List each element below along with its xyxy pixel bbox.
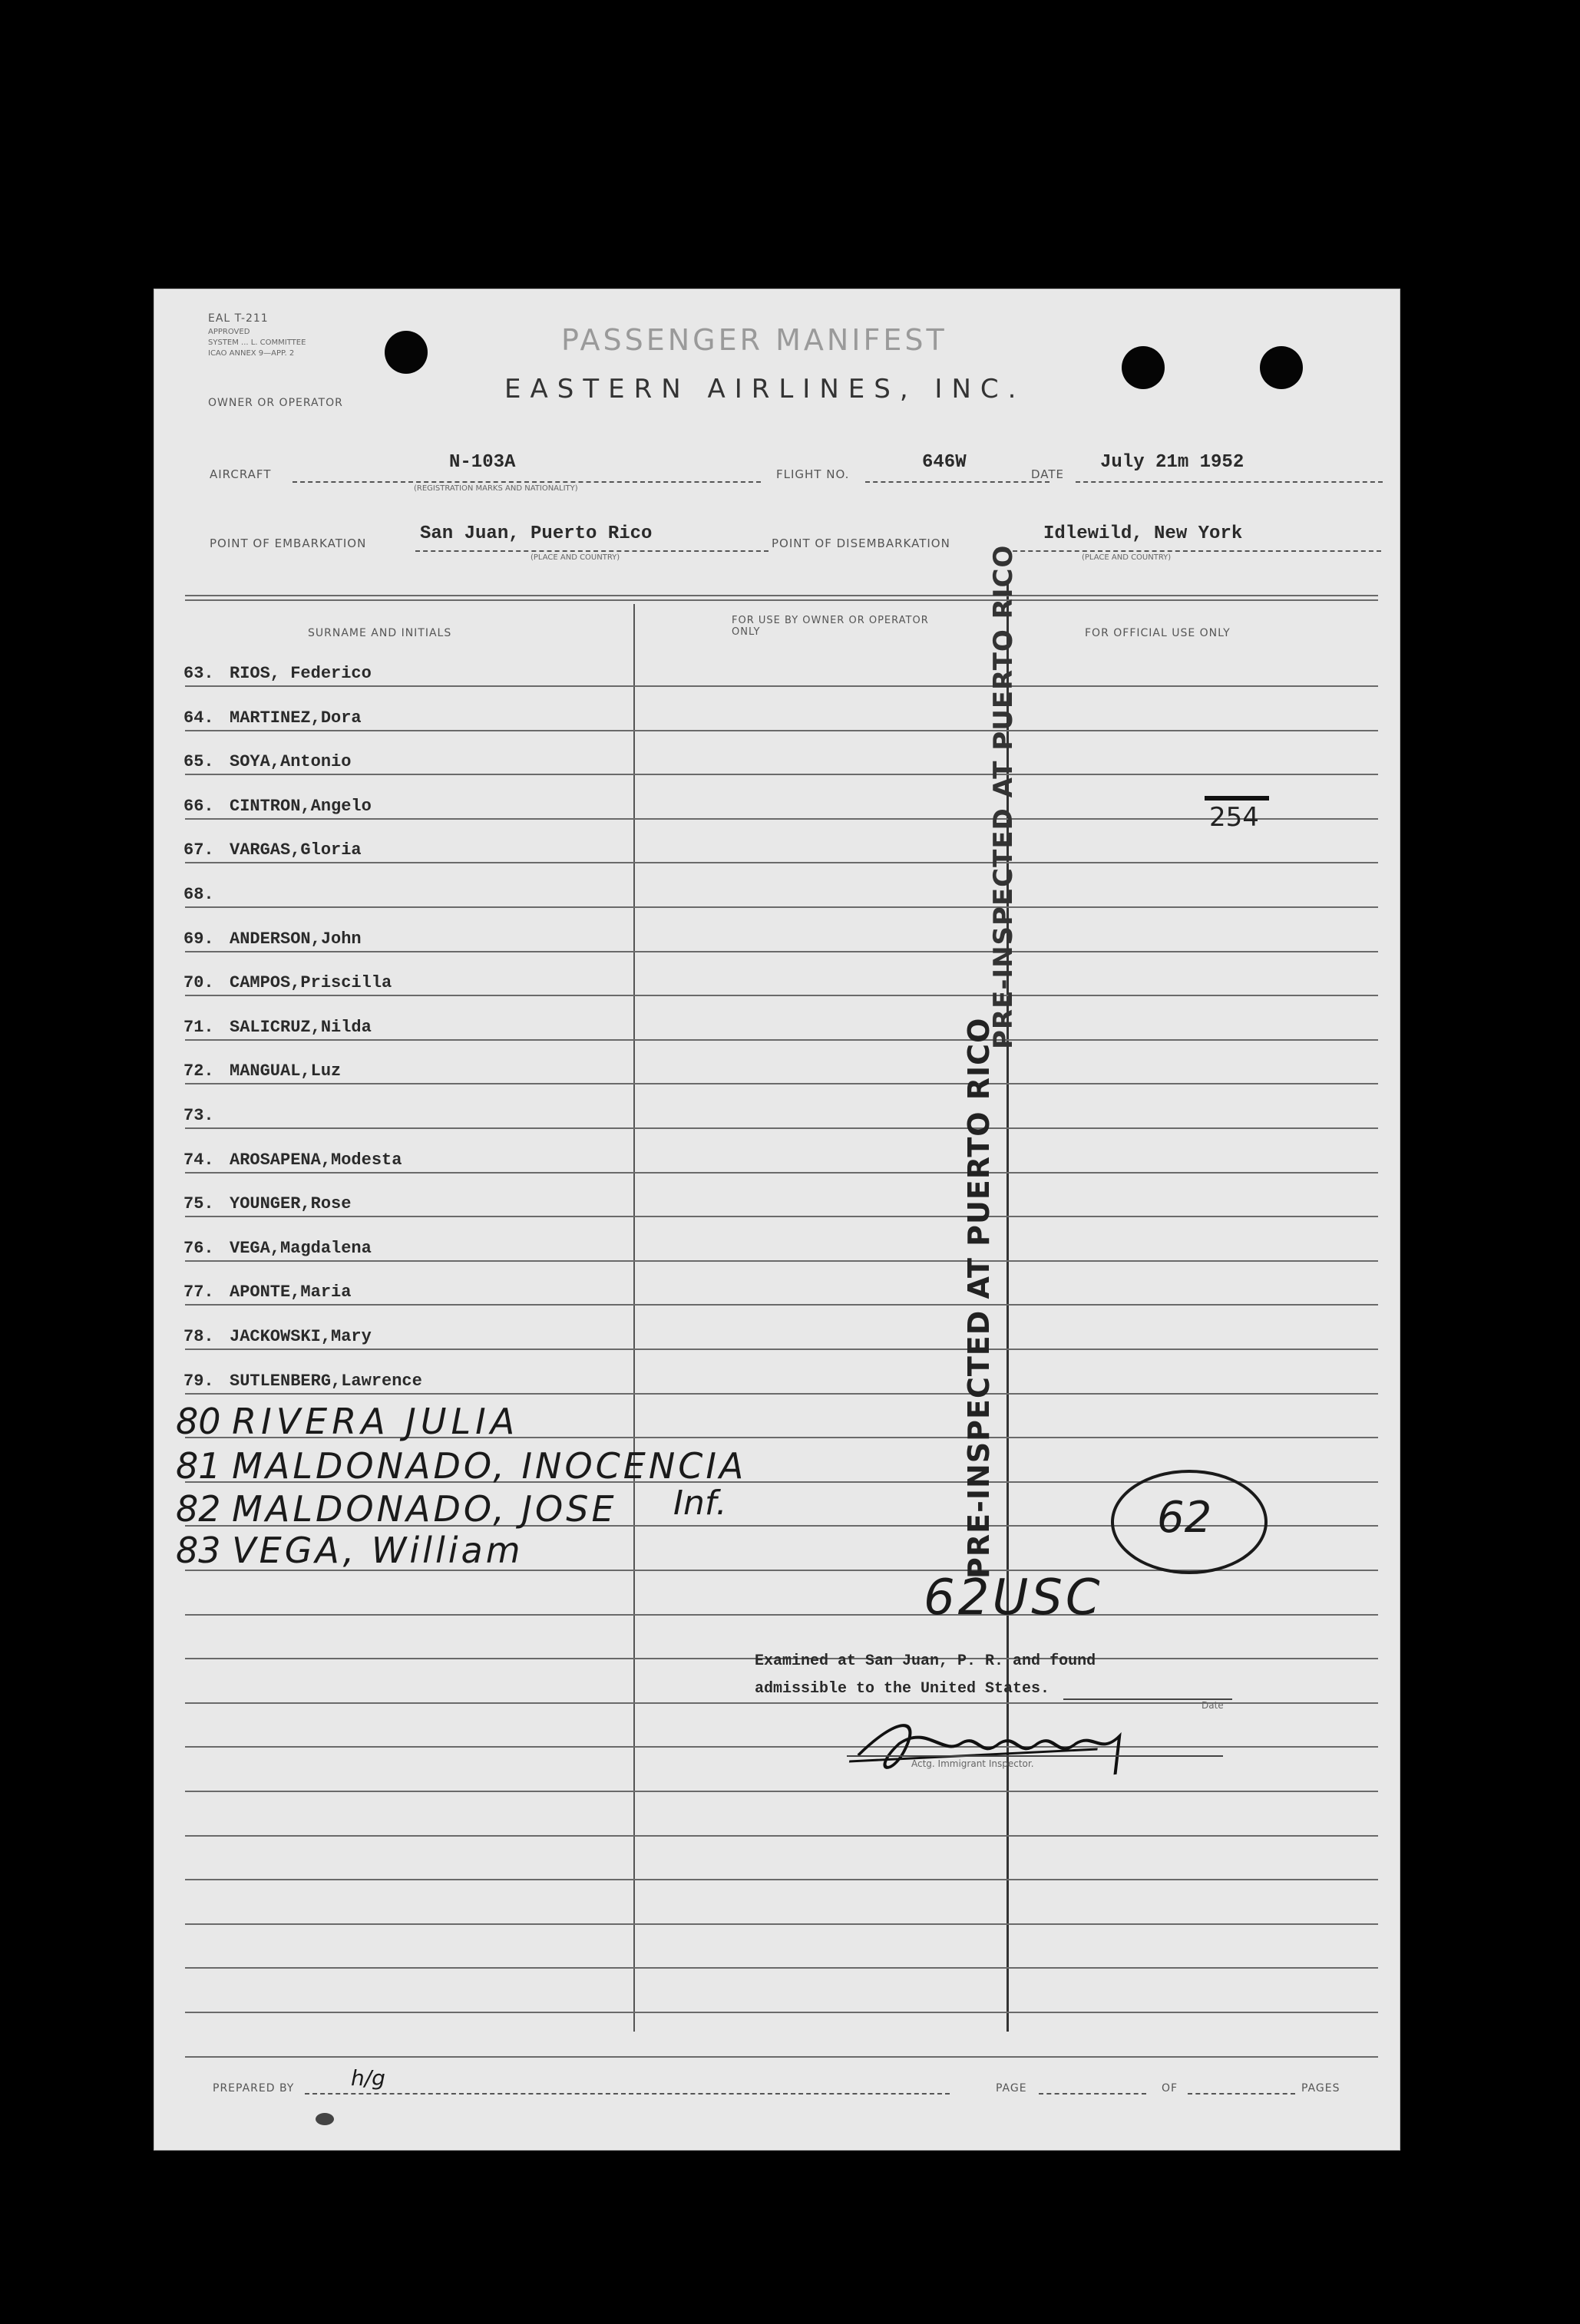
- inspector-signature: [836, 1702, 1145, 1786]
- aircraft-sublabel: (REGISTRATION MARKS AND NATIONALITY): [414, 484, 578, 493]
- operator-name: EASTERN AIRLINES, INC.: [504, 374, 1026, 404]
- row-number: 72.: [183, 1061, 214, 1081]
- ruled-line: [185, 1967, 1378, 1969]
- passenger-name: CAMPOS,Priscilla: [230, 973, 392, 993]
- ruled-line: [185, 2012, 1378, 2013]
- approval-line: ICAO ANNEX 9—APP. 2: [208, 349, 295, 358]
- passenger-name: RIVERA JULIA: [232, 1401, 520, 1442]
- manifest-sheet: [154, 289, 1400, 2151]
- page-label: PAGE: [996, 2082, 1027, 2095]
- official-number: 254: [1209, 802, 1259, 833]
- passenger-name: APONTE,Maria: [230, 1282, 352, 1302]
- row-number: 64.: [183, 708, 214, 728]
- exam-date-label: Date: [1202, 1700, 1224, 1711]
- ruled-line: [185, 730, 1378, 731]
- ruled-line: [185, 1083, 1378, 1084]
- count-note: 62USC: [924, 1570, 1103, 1626]
- disembark-value: Idlewild, New York: [1043, 523, 1243, 544]
- passenger-name: ANDERSON,John: [230, 929, 362, 949]
- disembark-label: POINT OF DISEMBARKATION: [772, 536, 950, 550]
- passenger-name: AROSAPENA,Modesta: [230, 1150, 402, 1170]
- passenger-row: [183, 1106, 230, 1125]
- exam-line-2: admissible to the United States.: [755, 1680, 1050, 1698]
- passenger-name: SUTLENBERG,Lawrence: [230, 1371, 422, 1391]
- aircraft-label: AIRCRAFT: [210, 467, 272, 481]
- flight-label: FLIGHT NO.: [776, 467, 850, 481]
- row-number: 76.: [183, 1238, 214, 1258]
- row-number: 75.: [183, 1194, 214, 1214]
- ruled-line: [185, 1349, 1378, 1350]
- flight-value: 646W: [922, 452, 967, 473]
- passenger-row: [183, 840, 362, 860]
- of-label: OF: [1162, 2082, 1178, 2095]
- ruled-line: [185, 1304, 1378, 1306]
- ruled-line: [185, 862, 1378, 863]
- passenger-row: [183, 1061, 341, 1081]
- inspector-label: Actg. Immigrant Inspector.: [911, 1758, 1034, 1769]
- ruled-line: [185, 595, 1378, 596]
- passenger-row: [183, 1150, 402, 1170]
- passenger-row: [183, 885, 230, 904]
- ruled-line: [185, 995, 1378, 996]
- aircraft-value: N-103A: [449, 452, 516, 473]
- ruled-line: [185, 1879, 1378, 1880]
- ruled-line: [185, 685, 1378, 687]
- row-number: 81: [176, 1445, 221, 1487]
- ruled-line: [185, 906, 1378, 908]
- exam-line-1: Examined at San Juan, P. R. and found: [755, 1652, 1096, 1670]
- passenger-name: MARTINEZ,Dora: [230, 708, 362, 728]
- handwritten-row: [176, 1530, 524, 1571]
- passenger-name: VEGA,Magdalena: [230, 1238, 372, 1258]
- row-number: 71.: [183, 1017, 214, 1037]
- owner-column-header: FOR USE BY OWNER OR OPERATOR ONLY: [732, 615, 929, 638]
- ruled-line: [185, 774, 1378, 775]
- row-number: 83: [176, 1530, 221, 1571]
- ruled-line: [185, 951, 1378, 952]
- embark-sublabel: (PLACE AND COUNTRY): [531, 553, 620, 562]
- ruled-line: [185, 1216, 1378, 1217]
- form-title: PASSENGER MANIFEST: [561, 323, 947, 357]
- preinspection-stamp: PRE-INSPECTED AT PUERTO RICO: [988, 544, 1019, 1049]
- row-number: 66.: [183, 796, 214, 816]
- passenger-row: [183, 973, 392, 992]
- passenger-row: [183, 797, 372, 816]
- prepared-label: PREPARED BY: [213, 2082, 295, 2095]
- punch-hole: [1122, 346, 1165, 389]
- punch-hole: [385, 331, 428, 374]
- circled-count: 62: [1111, 1470, 1268, 1574]
- form-code: EAL T-211: [208, 312, 269, 325]
- ruled-line: [185, 1260, 1378, 1262]
- passenger-name: MANGUAL,Luz: [230, 1061, 342, 1081]
- row-number: 77.: [183, 1282, 214, 1302]
- passenger-name: VEGA, William: [232, 1530, 524, 1571]
- row-number: 73.: [183, 1106, 214, 1125]
- union-bug-icon: [316, 2113, 334, 2125]
- row-number: 69.: [183, 929, 214, 949]
- handwritten-row: [176, 1401, 519, 1442]
- infant-note: Inf.: [673, 1484, 727, 1523]
- ruled-line: [185, 599, 1378, 601]
- row-number: 82: [176, 1488, 221, 1530]
- handwritten-row: [176, 1488, 617, 1530]
- row-number: 79.: [183, 1371, 214, 1391]
- passenger-row: [183, 1372, 422, 1391]
- row-number: 68.: [183, 885, 214, 904]
- ruled-line: [185, 1172, 1378, 1174]
- passenger-name: CINTRON,Angelo: [230, 796, 372, 816]
- embark-label: POINT OF EMBARKATION: [210, 536, 367, 550]
- ruled-line: [185, 1614, 1378, 1616]
- handwritten-row: [176, 1445, 746, 1487]
- passenger-row: [183, 929, 362, 949]
- row-number: 70.: [183, 973, 214, 993]
- ruled-line: [185, 2056, 1378, 2058]
- row-number: 63.: [183, 664, 214, 683]
- passenger-name: MALDONADO, JOSE: [232, 1488, 617, 1530]
- date-value: July 21m 1952: [1100, 452, 1244, 473]
- passenger-name: RIOS, Federico: [230, 664, 372, 683]
- ruled-line: [185, 1791, 1378, 1792]
- ruled-line: [185, 1127, 1378, 1129]
- passenger-name: VARGAS,Gloria: [230, 840, 362, 860]
- row-number: 80: [176, 1401, 221, 1442]
- surname-column-header: SURNAME AND INITIALS: [308, 627, 452, 639]
- row-number: 65.: [183, 752, 214, 772]
- ruled-line: [185, 1835, 1378, 1837]
- ruled-line: [185, 1702, 1378, 1704]
- approval-line: SYSTEM ... L. COMMITTEE: [208, 338, 306, 347]
- passenger-row: [183, 1327, 372, 1346]
- row-number: 67.: [183, 840, 214, 860]
- ruled-line: [185, 1746, 1378, 1748]
- embark-value: San Juan, Puerto Rico: [420, 523, 653, 544]
- owner-label: OWNER OR OPERATOR: [208, 397, 343, 409]
- ruled-line: [185, 818, 1378, 820]
- row-number: 74.: [183, 1150, 214, 1170]
- row-number: 78.: [183, 1327, 214, 1346]
- passenger-row: [183, 1194, 351, 1213]
- disembark-sublabel: (PLACE AND COUNTRY): [1082, 553, 1172, 562]
- punch-hole: [1260, 346, 1303, 389]
- passenger-row: [183, 1239, 372, 1258]
- passenger-row: [183, 708, 362, 728]
- passenger-name: SOYA,Antonio: [230, 752, 352, 772]
- passenger-name: SALICRUZ,Nilda: [230, 1017, 372, 1037]
- prepared-value: h/g: [351, 2065, 385, 2091]
- passenger-row: [183, 1282, 351, 1302]
- passenger-row: [183, 752, 351, 771]
- date-label: DATE: [1031, 467, 1065, 481]
- passenger-name: YOUNGER,Rose: [230, 1194, 352, 1214]
- ruled-line: [185, 1393, 1378, 1395]
- preinspection-stamp: PRE-INSPECTED AT PUERTO RICO: [962, 1017, 996, 1579]
- ruled-line: [185, 1923, 1378, 1925]
- passenger-name: JACKOWSKI,Mary: [230, 1327, 372, 1346]
- passenger-row: [183, 1018, 372, 1037]
- passenger-name: MALDONADO, INOCENCIA: [232, 1445, 747, 1487]
- official-column-header: FOR OFFICIAL USE ONLY: [1085, 627, 1231, 639]
- pages-label: PAGES: [1301, 2082, 1340, 2095]
- approval-line: APPROVED: [208, 328, 250, 336]
- passenger-row: [183, 664, 372, 683]
- ruled-line: [185, 1039, 1378, 1041]
